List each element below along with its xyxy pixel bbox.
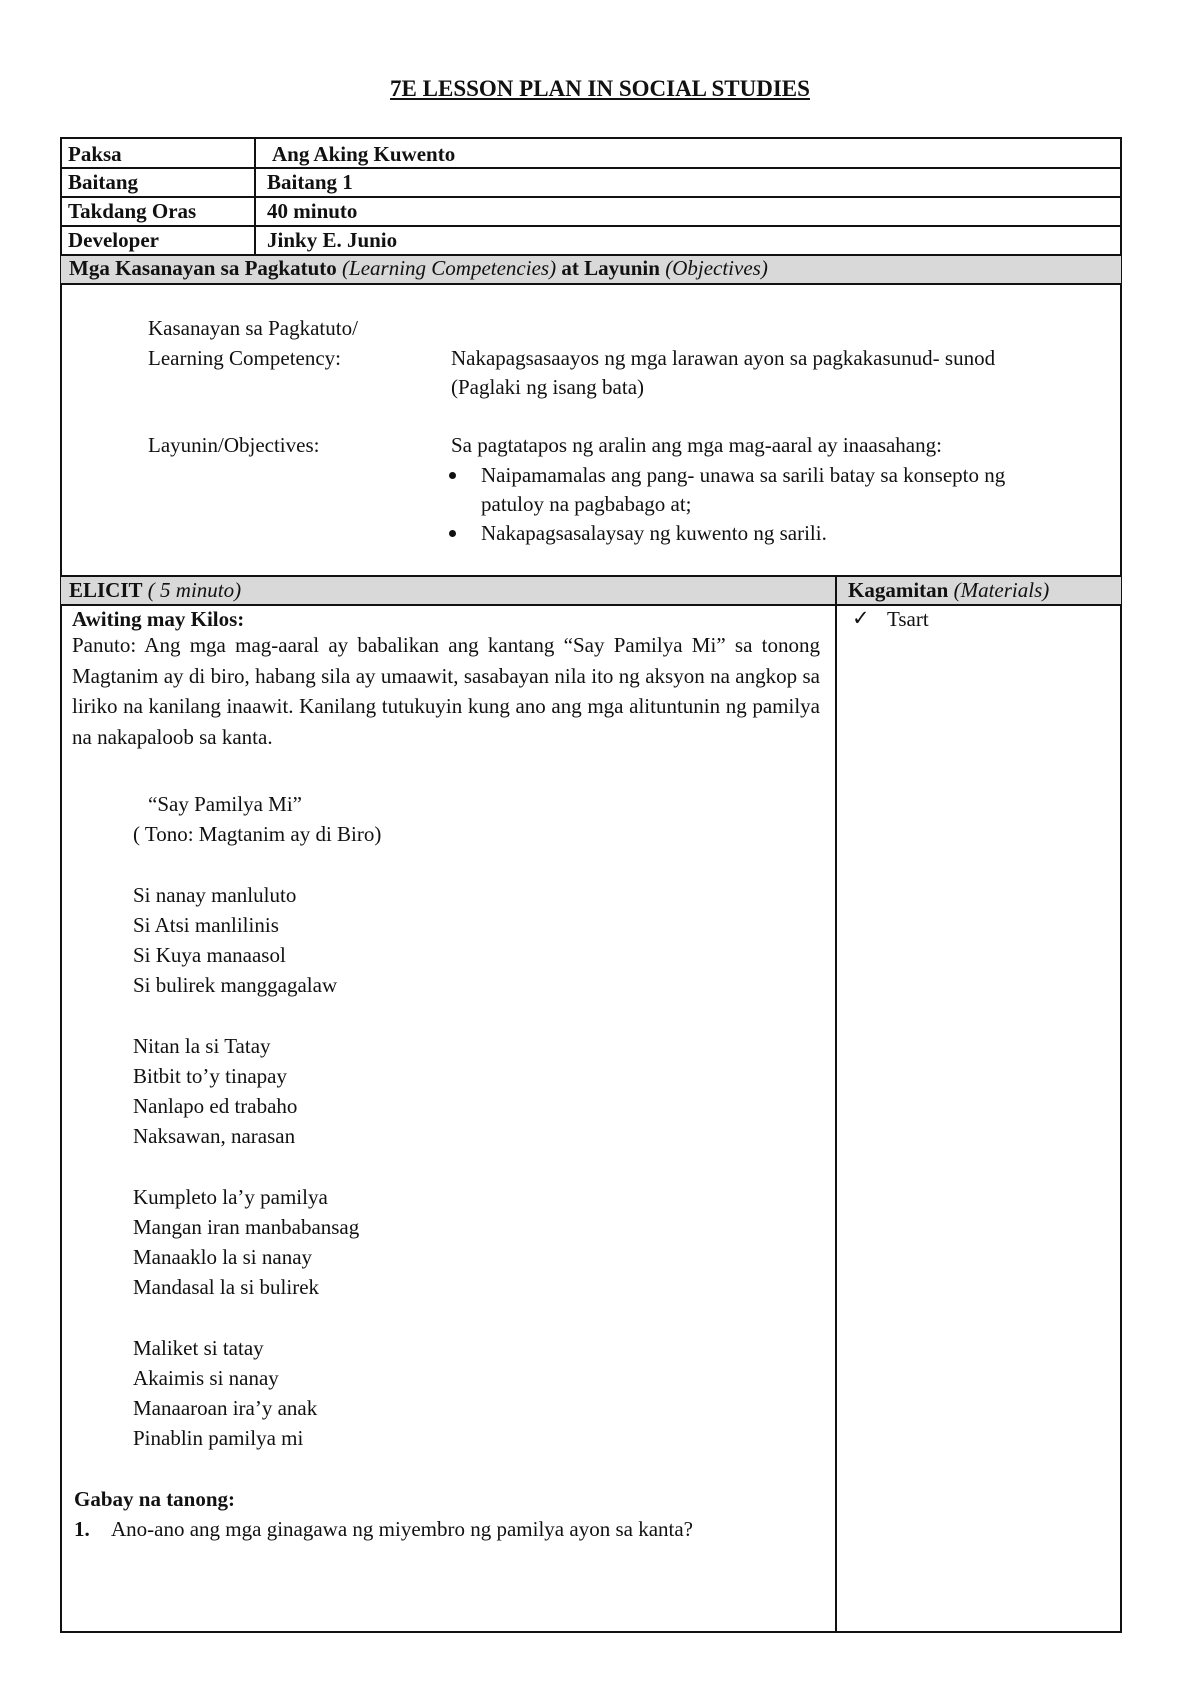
info-label: Developer: [68, 228, 159, 252]
lyric-line: Si bulirek manggagalaw: [133, 973, 338, 997]
check-icon: ✓: [852, 606, 870, 630]
info-value: Jinky E. Junio: [267, 228, 398, 252]
info-row-paksa: [60, 137, 1122, 165]
info-value: Ang Aking Kuwento: [272, 142, 456, 166]
objectives-label: Layunin/Objectives:: [148, 433, 320, 457]
info-row-developer: [60, 225, 1122, 253]
question-number: 1.: [74, 1517, 90, 1541]
info-label: Paksa: [68, 142, 122, 166]
competency-label-line1: Kasanayan sa Pagkatuto/: [148, 316, 358, 340]
info-value: 40 minuto: [267, 199, 358, 223]
lyric-line: Si Atsi manlilinis: [133, 913, 279, 937]
song-tune: ( Tono: Magtanim ay di Biro): [133, 822, 382, 846]
guide-question-1: Ano-ano ang mga ginagawa ng miyembro ng pamilya ayon sa kanta?: [111, 1517, 693, 1541]
lyric-line: Mangan iran manbabansag: [133, 1215, 360, 1239]
lyric-line: Naksawan, narasan: [133, 1124, 296, 1148]
elicit-header: [61, 577, 1121, 604]
materials-header-text: Kagamitan (Materials): [848, 578, 1050, 602]
lyric-line: Si Kuya manaasol: [133, 943, 286, 967]
competencies-header-text: Mga Kasanayan sa Pagkatuto (Learning Competencies) at Layunin (Objectives): [69, 256, 768, 280]
info-column-divider: [254, 137, 256, 254]
lyric-line: Kumpleto la’y pamilya: [133, 1185, 328, 1209]
info-label: Baitang: [68, 170, 139, 194]
lyric-line: Maliket si tatay: [133, 1336, 264, 1360]
objective-2: Nakapagsasalaysay ng kuwento ng sarili.: [481, 521, 827, 545]
competency-label-line2: Learning Competency:: [148, 346, 342, 370]
lyric-line: Manaaroan ira’y anak: [133, 1396, 318, 1420]
lyric-line: Mandasal la si bulirek: [133, 1275, 320, 1299]
info-label: Takdang Oras: [68, 199, 197, 223]
guide-title: Gabay na tanong:: [74, 1487, 236, 1511]
objectives-intro: Sa pagtatapos ng aralin ang mga mag-aaral ay inaasahang:: [451, 433, 942, 457]
competency-text-line2: (Paglaki ng isang bata): [451, 375, 645, 399]
lyric-line: Bitbit to’y tinapay: [133, 1064, 287, 1088]
activity-title: Awiting may Kilos:: [72, 607, 245, 631]
objective-1-line1: Naipamamalas ang pang- unawa sa sarili batay sa konsepto ng: [481, 463, 1006, 487]
lyric-line: Manaaklo la si nanay: [133, 1245, 313, 1269]
competency-text-line1: Nakapagsasaayos ng mga larawan ayon sa pagkakasunud- sunod: [451, 346, 996, 370]
material-item-1: Tsart: [887, 607, 929, 631]
info-value: Baitang 1: [267, 170, 353, 194]
info-row-takdang-oras: [60, 196, 1122, 224]
lyric-line: Akaimis si nanay: [133, 1366, 279, 1390]
lyric-line: Nanlapo ed trabaho: [133, 1094, 298, 1118]
lyric-line: Nitan la si Tatay: [133, 1034, 271, 1058]
competencies-header: [61, 255, 1121, 283]
objective-1-line2: patuloy na pagbabago at;: [481, 492, 692, 516]
elicit-header-text: ELICIT ( 5 minuto): [69, 578, 242, 602]
activity-instructions: Panuto: Ang mga mag-aaral ay babalikan ang kantang “Say Pamilya Mi” sa tonong Magtanim ay di biro, habang sila ay umaawit, sasabayan nila ito ng aksyon na angkop sa liriko na kanilang inaawit. Kanilang tutukuyin kung ano ang mga alituntunin ng pamilya na nakapaloob sa kanta.: [72, 633, 820, 749]
bullet-icon: [449, 530, 456, 537]
info-row-baitang: [60, 167, 1122, 195]
lyric-line: Si nanay manluluto: [133, 883, 297, 907]
materials-column-divider: [835, 576, 837, 1633]
row-divider: [60, 283, 1122, 285]
song-title: “Say Pamilya Mi”: [148, 792, 302, 816]
bullet-icon: [449, 472, 456, 479]
lyric-line: Pinablin pamilya mi: [133, 1426, 304, 1450]
document-title: 7E LESSON PLAN IN SOCIAL STUDIES: [390, 76, 810, 101]
row-divider: [60, 254, 1122, 256]
